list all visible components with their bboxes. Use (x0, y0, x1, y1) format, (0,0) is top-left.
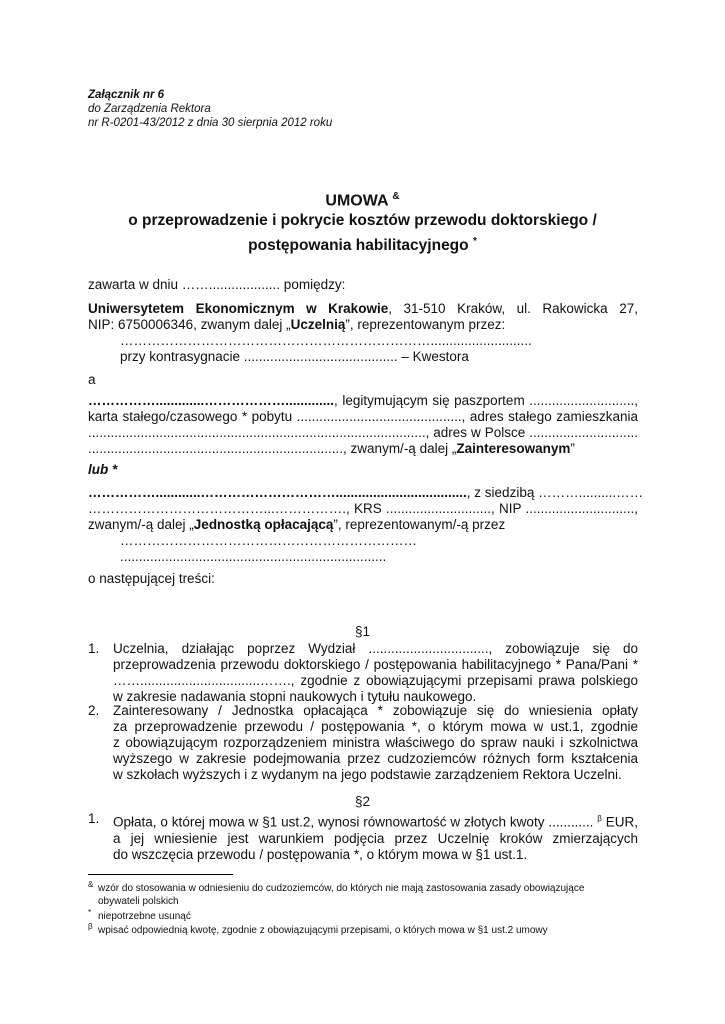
party3-line1: ……………............…………………………..................................., z siedzibą ………..........…… (88, 485, 644, 500)
document-title: UMOWA & (325, 191, 400, 210)
s1-paragraph-2: Zainteresowany / Jednostka opłacająca * zobowiązuje się do wniesienia opłaty za przeprowadzenie przewodu / postępowania *, o którym mowa w ust.1, zgodnie z obowiązującym rozporządzeniem ministra właściwego do spraw nauki i szkolnictwa wyższego w zakresie podejmowania przez cudzoziemców różnych form kształcenia w szkołach wyższych i z wydanym na jego podstawie zarządzeniem Rektora Uczelni. (113, 703, 638, 782)
party3-representative2: ....................................................................... (120, 549, 387, 564)
footnote-3: wpisać odpowiednią kwotę, zgodnie z obowiązującymi przepisami, o których mowa w §1 ust.2 umowy (98, 925, 548, 936)
conjunction-a: a (88, 372, 96, 387)
contract-date-line: zawarta w dniu ……................... pomiędzy: (88, 277, 346, 292)
party1-line1: Uniwersytetem Ekonomicznym w Krakowie, 31-510 Kraków, ul. Rakowicka 27, (88, 301, 638, 316)
s2-paragraph-1: Opłata, o której mowa w §1 ust.2, wynosi równowartość w złotych kwoty ............ $^\beta$ EUR, a jej wniesienie jest warunkiem podjęcia przez Uczelnię kroków zmierzających do wszczęcia przewodu / postępowania *, o którym mowa w §1 ust.1. (113, 814, 638, 862)
party1-representative: ……………………………………………………………........................... (120, 333, 532, 348)
party3-line3: zwanym/-ą dalej „Jednostką opłacającą”, reprezentowanym/-ą przez (88, 517, 506, 532)
footnote-3-mark: β (88, 922, 93, 931)
footnote-1-mark: & (88, 880, 94, 889)
attachment-ref-line2: nr R-0201-43/2012 z dnia 30 sierpnia 2012 roku (88, 117, 333, 129)
party2-line4: ...................................................................., zwanym/-ą dalej „Zainteresowanym” (88, 441, 575, 456)
footnote-1: wzór do stosowania w odniesieniu do cudzoziemców, do których nie mają zastosowania zasady obowiązujące obywateli polskich (98, 883, 585, 907)
party2-line2: karta stałego/czasowego * pobytu ............................................, adres stałego zamieszkania (88, 409, 638, 424)
attachment-ref-line1: do Zarządzenia Rektora (88, 103, 211, 115)
party2-line1: …………….............………………............., legitymującym się paszportem ............................, (88, 393, 638, 408)
footnote-2-mark: * (88, 908, 92, 917)
conjunction-lub: lub * (88, 462, 118, 477)
s1-p2-number: 2. (88, 703, 100, 718)
section-1-title: §1 (354, 624, 371, 639)
content-intro: o następującej treści: (88, 571, 215, 586)
party3-line2: …………………………………...……………., KRS ............................, NIP ............................., (88, 501, 638, 516)
party2-line3: .........................................................................................., adres w Polsce ............................. (88, 425, 638, 440)
footnote-divider (88, 874, 233, 875)
party1-countersignature: przy kontrasygnacie ......................................... – Kwestora (120, 349, 469, 364)
footnote-2: niepotrzebne usunąć (98, 911, 191, 922)
party1-line2: NIP: 6750006346, zwanym dalej „Uczelnią”, reprezentowanym przez: (88, 317, 506, 332)
attachment-label: Załącznik nr 6 (88, 89, 165, 101)
s1-p1-number: 1. (88, 641, 100, 656)
s1-paragraph-1: Uczelnia, działając poprzez Wydział ................................, zobowiązuje się do przeprowadzenia przewodu doktorskiego / postępowania habilitacyjnego * Pana/Pani * ……................................……., zgodnie z obowiązującymi przepisami prawa polskiego w zakresie nadawania stopni naukowych i tytułu naukowego. (113, 641, 638, 704)
party3-representative1: ………………………………………………………… (120, 533, 417, 548)
document-subtitle: o przeprowadzenie i pokrycie kosztów przewodu doktorskiego / postępowania habilitacyjnego * (128, 212, 597, 255)
section-2-title: §2 (354, 794, 371, 809)
s2-p1-number: 1. (88, 811, 100, 826)
